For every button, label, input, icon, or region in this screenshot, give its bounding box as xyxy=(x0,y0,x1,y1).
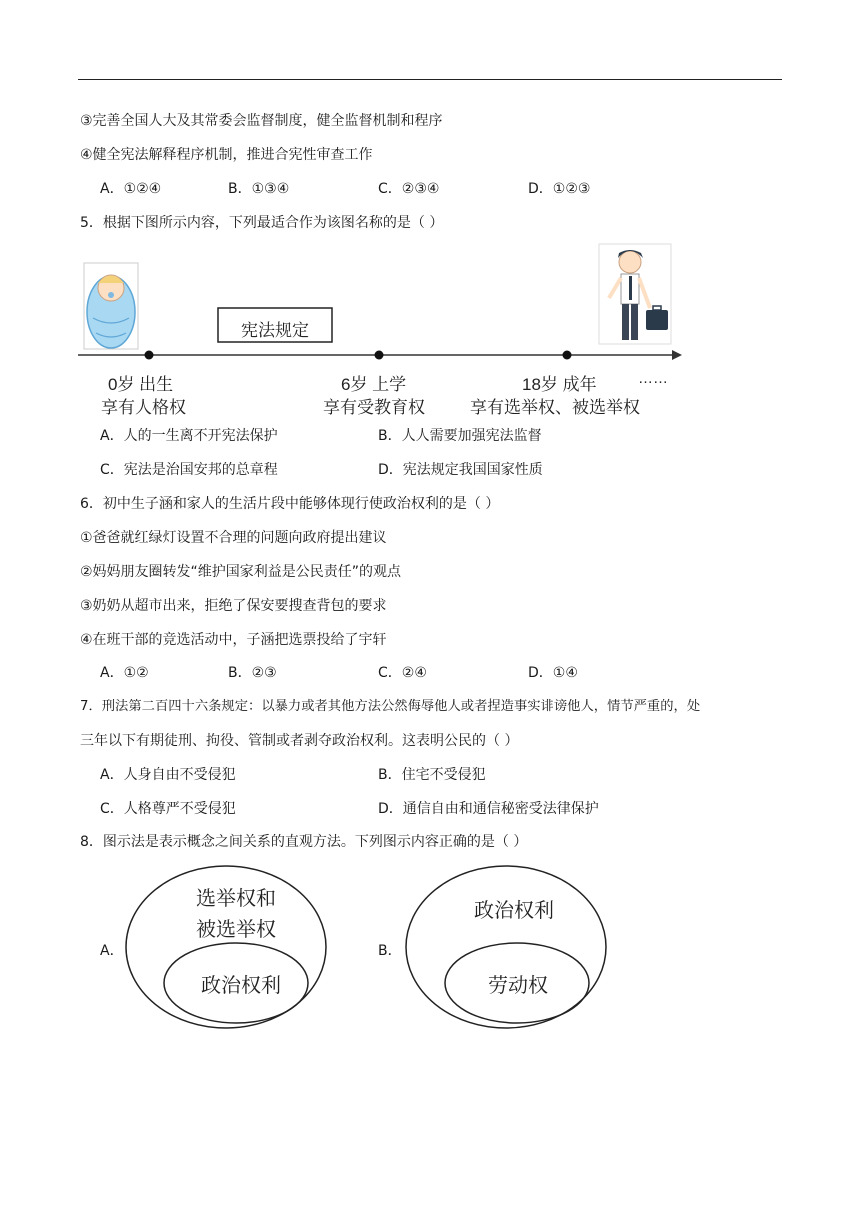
header-rule xyxy=(78,79,782,80)
q5-option-a[interactable]: A．人的一生离不开宪法保护 xyxy=(100,428,278,444)
milestone-age-1: 6岁 上学 xyxy=(341,375,407,394)
milestone-right-2: 享有选举权、被选举权 xyxy=(470,398,640,417)
venn-b-inner-label: 劳动权 xyxy=(488,975,548,997)
q6-option-a[interactable]: A．①② xyxy=(100,665,149,681)
q8-venn-diagram-b[interactable] xyxy=(400,860,612,1032)
milestone-dot xyxy=(145,351,154,360)
q4-option-d[interactable]: D．①②③ xyxy=(528,181,591,197)
swaddled-baby-icon xyxy=(84,263,138,349)
constitution-label: 宪法规定 xyxy=(241,321,309,340)
q8-venn-diagram-a[interactable] xyxy=(120,860,332,1032)
q6-item-3: ③奶奶从超市出来，拒绝了保安要搜查背包的要求 xyxy=(80,598,387,614)
q7-stem-line-1: 7．刑法第二百四十六条规定：以暴力或者其他方法公然侮辱他人或者捏造事实诽谤他人，情节严重的，处 xyxy=(80,699,701,714)
q6-item-2: ②妈妈朋友圈转发“维护国家利益是公民责任”的观点 xyxy=(80,564,402,580)
q4-item-3: ③完善全国人大及其常委会监督制度，健全监督机制和程序 xyxy=(80,113,443,129)
q6-option-d[interactable]: D．①④ xyxy=(528,665,578,681)
milestone-age-0: 0岁 出生 xyxy=(108,375,174,394)
q6-option-b[interactable]: B．②③ xyxy=(228,665,277,681)
q7-option-c[interactable]: C．人格尊严不受侵犯 xyxy=(100,801,236,817)
venn-b-outer xyxy=(406,866,606,1028)
businessman-icon xyxy=(599,244,671,344)
q6-item-1: ①爸爸就红绿灯设置不合理的问题向政府提出建议 xyxy=(80,530,387,546)
q6-option-c[interactable]: C．②④ xyxy=(378,665,427,681)
q4-option-a[interactable]: A．①②④ xyxy=(100,181,162,197)
q5-timeline-figure xyxy=(78,238,688,418)
milestone-age-2: 18岁 成年 xyxy=(522,375,597,394)
timeline-ellipsis: …… xyxy=(638,370,668,387)
q5-stem: 5．根据下图所示内容，下列最适合作为该图名称的是（ ） xyxy=(80,215,444,231)
q6-stem: 6．初中生子涵和家人的生活片段中能够体现行使政治权利的是（ ） xyxy=(80,496,500,512)
q5-option-c[interactable]: C．宪法是治国安邦的总章程 xyxy=(100,462,278,478)
venn-a-outer-label-1: 选举权和 xyxy=(196,888,276,910)
q5-option-b[interactable]: B．人人需要加强宪法监督 xyxy=(378,428,542,444)
q7-option-b[interactable]: B．住宅不受侵犯 xyxy=(378,767,486,783)
timeline-arrowhead xyxy=(672,350,682,360)
venn-a-outer-label-2: 被选举权 xyxy=(196,919,276,941)
venn-b-outer-label: 政治权利 xyxy=(474,900,554,922)
q8-stem: 8．图示法是表示概念之间关系的直观方法。下列图示内容正确的是（ ） xyxy=(80,834,528,850)
milestone-dot xyxy=(375,351,384,360)
venn-a-inner-label: 政治权利 xyxy=(201,975,281,997)
q4-option-b[interactable]: B．①③④ xyxy=(228,181,290,197)
q7-option-d[interactable]: D．通信自由和通信秘密受法律保护 xyxy=(378,801,599,817)
q5-option-d[interactable]: D．宪法规定我国国家性质 xyxy=(378,462,543,478)
milestone-right-0: 享有人格权 xyxy=(101,398,186,417)
q7-stem-line-2: 三年以下有期徒刑、拘役、管制或者剥夺政治权利。这表明公民的（ ） xyxy=(80,733,519,749)
milestone-right-1: 享有受教育权 xyxy=(323,398,425,417)
q4-option-c[interactable]: C．②③④ xyxy=(378,181,440,197)
q7-option-a[interactable]: A．人身自由不受侵犯 xyxy=(100,767,236,783)
milestone-dot xyxy=(563,351,572,360)
q4-item-4: ④健全宪法解释程序机制，推进合宪性审查工作 xyxy=(80,147,373,163)
q8-option-a-letter[interactable]: A． xyxy=(100,943,124,959)
q6-item-4: ④在班干部的竞选活动中，子涵把选票投给了宇轩 xyxy=(80,632,387,648)
q8-option-b-letter[interactable]: B． xyxy=(378,943,402,959)
